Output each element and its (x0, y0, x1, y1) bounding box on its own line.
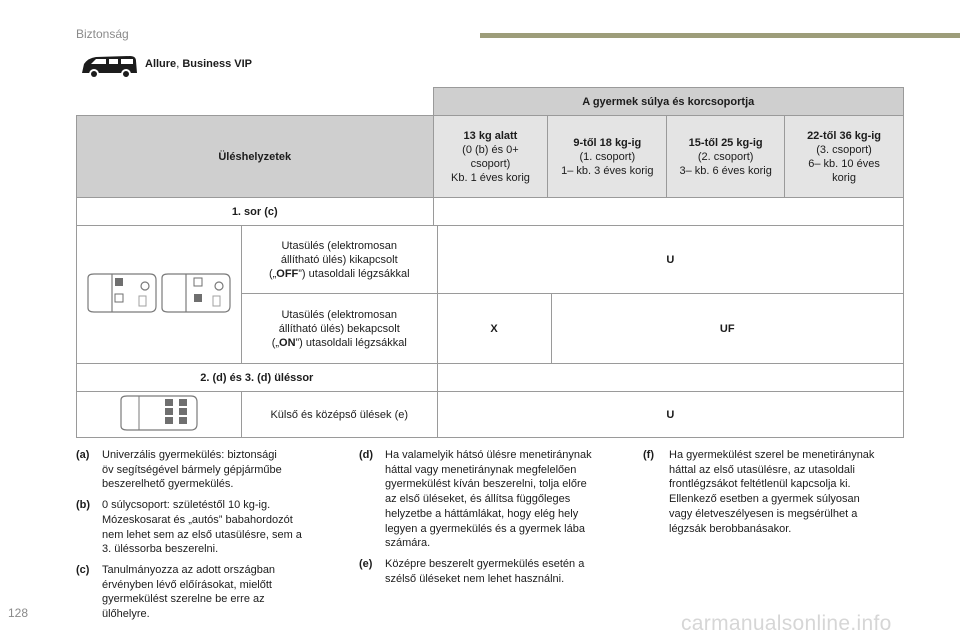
rear-seat-diagram (77, 392, 242, 438)
col-header-group1: 9-től 18 kg-ig (1. csoport) 1– kb. 3 éves korig (548, 116, 667, 198)
row-section-2: 2. (d) és 3. (d) üléssor (77, 364, 438, 392)
row-section-1: 1. sor (c) (77, 198, 434, 226)
notes-column-2 (359, 448, 634, 592)
note-a: (a) Univerzális gyermekülés: biztonsági öv segítségével bármely gépjárműbe beszerelhető gyermekülés. (76, 449, 282, 491)
col-header-group3: 22-től 36 kg-ig (3. csoport) 6– kb. 10 éves korig (785, 116, 904, 198)
note-f: (f) Ha gyermekülést szerel be menetiránynak háttal az első utasülésre, az utasoldali frontlégzsákot feltétlenül kapcsolja ki. Ellenkező esetben a gyermek súlyosan vagy életveszélyesen is megsérülhet a légzsák berobbanásakor. (643, 449, 875, 535)
row-rear-value: U (437, 392, 903, 438)
watermark: carmanualsonline.info (681, 612, 892, 635)
child-seat-table (76, 87, 904, 226)
notes-column-1 (76, 448, 341, 628)
model-allure: Allure (145, 58, 177, 70)
header-bar (480, 33, 960, 38)
car-rear-seats-icon (117, 394, 201, 432)
car-top-view-icon (84, 272, 234, 314)
row-airbag-on-label: Utasülés (elektromosan állítható ülés) bekapcsolt („ON”) utasoldali légzsákkal (241, 294, 437, 364)
note-e: (e) Középre beszerelt gyermekülés esetén a szélső üléseket nem lehet használni. (359, 557, 585, 585)
notes-column-3 (643, 448, 918, 542)
col-header-group0: 13 kg alatt (0 (b) és 0+ csoport) Kb. 1 éves korig (433, 116, 548, 198)
model-line: Allure, Business VIP (145, 58, 253, 70)
col-header-positions: Üléshelyzetek (77, 116, 434, 198)
row-airbag-on-value-rest: UF (551, 294, 904, 364)
row-airbag-off-value: U (437, 226, 903, 294)
note-c: (c) Tanulmányozza az adott országban érvényben lévő előírásokat, mielőtt gyermekülést szerelne be erre az ülőhelyre. (76, 563, 276, 621)
child-seat-table-body (76, 225, 904, 438)
row-airbag-off-label: Utasülés (elektromosan állítható ülés) kikapcsolt („OFF”) utasoldali légzsákkal (241, 226, 437, 294)
model-business-vip: Business VIP (182, 58, 253, 70)
note-b: (b) 0 súlycsoport: születéstől 10 kg-ig. Mózeskosarat és „autós” babahordozót nem lehet sem az első utasülésre, sem a 3. üléssorba beszerelni. (76, 499, 302, 556)
row-airbag-on-value-group0: X (437, 294, 551, 364)
note-d: (d) Ha valamelyik hátsó ülésre menetiránynak háttal vagy menetiránynak megfelelően gyermekülést kíván beszerelni, tolja előre az első üléseket, és állítsa függőleges helyzetbe a háttámlákat, hogy elég hely legyen a gyermekülés és a gyermek lába számára. (359, 449, 592, 550)
section-title: Biztonság (76, 27, 129, 41)
page-number: 128 (8, 606, 29, 620)
front-seat-diagram (77, 226, 242, 364)
group-header: A gyermek súlya és korcsoportja (433, 88, 904, 116)
row-rear-label: Külső és középső ülések (e) (241, 392, 437, 438)
col-header-group2: 15-től 25 kg-ig (2. csoport) 3– kb. 6 éves korig (667, 116, 785, 198)
van-icon (80, 53, 138, 81)
